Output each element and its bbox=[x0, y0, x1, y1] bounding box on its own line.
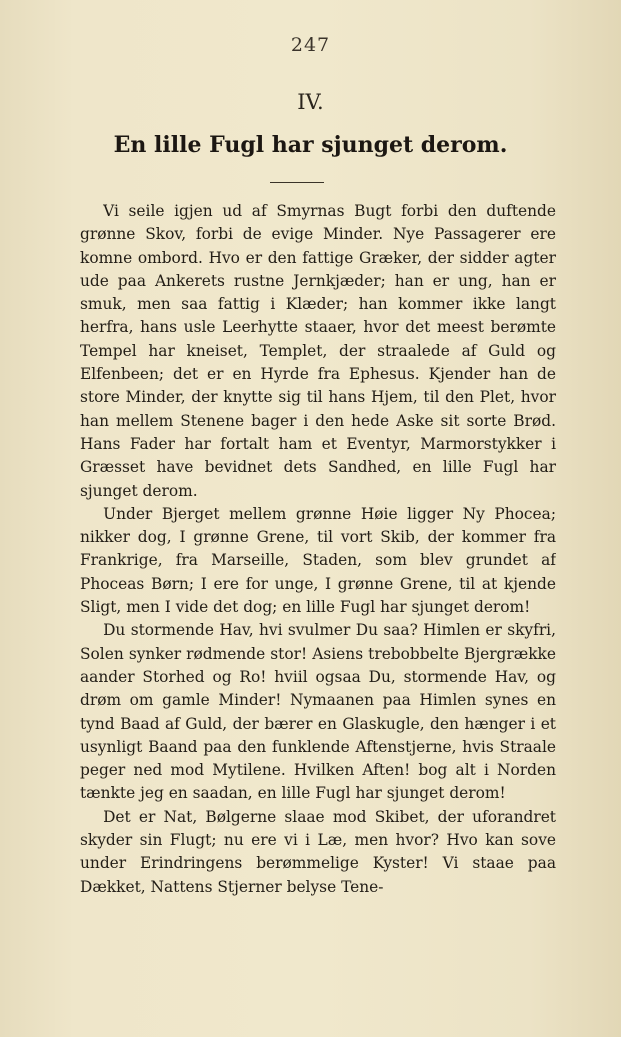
paragraph: Det er Nat, Bølgerne slaae mod Skibet, der uforandret skyder sin Flugt; nu ere vi i Læ, men hvor? Hvo kan sove under Erindringens berømmelige Kyster! Vi staae paa Dækket, Nattens Stjerner belyse Tene- bbox=[80, 807, 556, 896]
chapter-number: IV. bbox=[297, 90, 324, 114]
paragraph: Under Bjerget mellem grønne Høie ligger Ny Phocea; nikker dog, I grønne Grene, til vort Skib, der kommer fra Frankrige, fra Marseille, Staden, som blev grundet af Phoceas Børn; I ere for unge, I grønne Grene, til at kjende Sligt, men I vide det dog; en lille Fugl har sjunget derom! bbox=[80, 504, 556, 617]
page-number: 247 bbox=[290, 34, 331, 56]
paragraph: Du stormende Hav, hvi svulmer Du saa? Himlen er skyfri, Solen synker rødmende stor! Asiens trebobbelte Bjergrække aander Storhed og Ro! hviil ogsaa Du, stormende Hav, og drøm om gamle Minder! Nymaanen paa Himlen synes en tynd Baad af Guld, der bærer en Glaskugle, den hænger i et usynligt Baand paa den funklende Aftenstjerne, hvis Straale peger ned mod Mytilene. Hvilken Aften! bog alt i Norden tænkte jeg en saadan, en lille Fugl har sjunget derom! bbox=[80, 621, 556, 803]
body-text bbox=[80, 200, 556, 970]
paragraph: Vi seile igjen ud af Smyrnas Bugt forbi den duftende grønne Skov, forbi de evige Minder. Nye Passagerer ere komne ombord. Hvo er den fattige Græker, der sidder agter ude paa Ankerets rustne Jernkjæder; han er ung, han er smuk, men saa fattig i Klæder; han kommer ikke langt herfra, hans usle Leerhytte staaer, hvor det meest berømte Tempel har kneiset, Templet, der straalede af Guld og Elfenbeen; det er en Hyrde fra Ephesus. Kjender han de store Minder, der knytte sig til hans Hjem, til den Plet, hvor han mellem Stenene bager i den hede Aske sit sorte Brød. Hans Fader har fortalt ham et Eventyr, Marmorstykker i Græsset have bevidnet dets Sandhed, en lille Fugl har sjunget derom. bbox=[80, 202, 556, 500]
chapter-title: En lille Fugl har sjunget derom. bbox=[113, 132, 508, 158]
title-divider bbox=[270, 182, 324, 183]
